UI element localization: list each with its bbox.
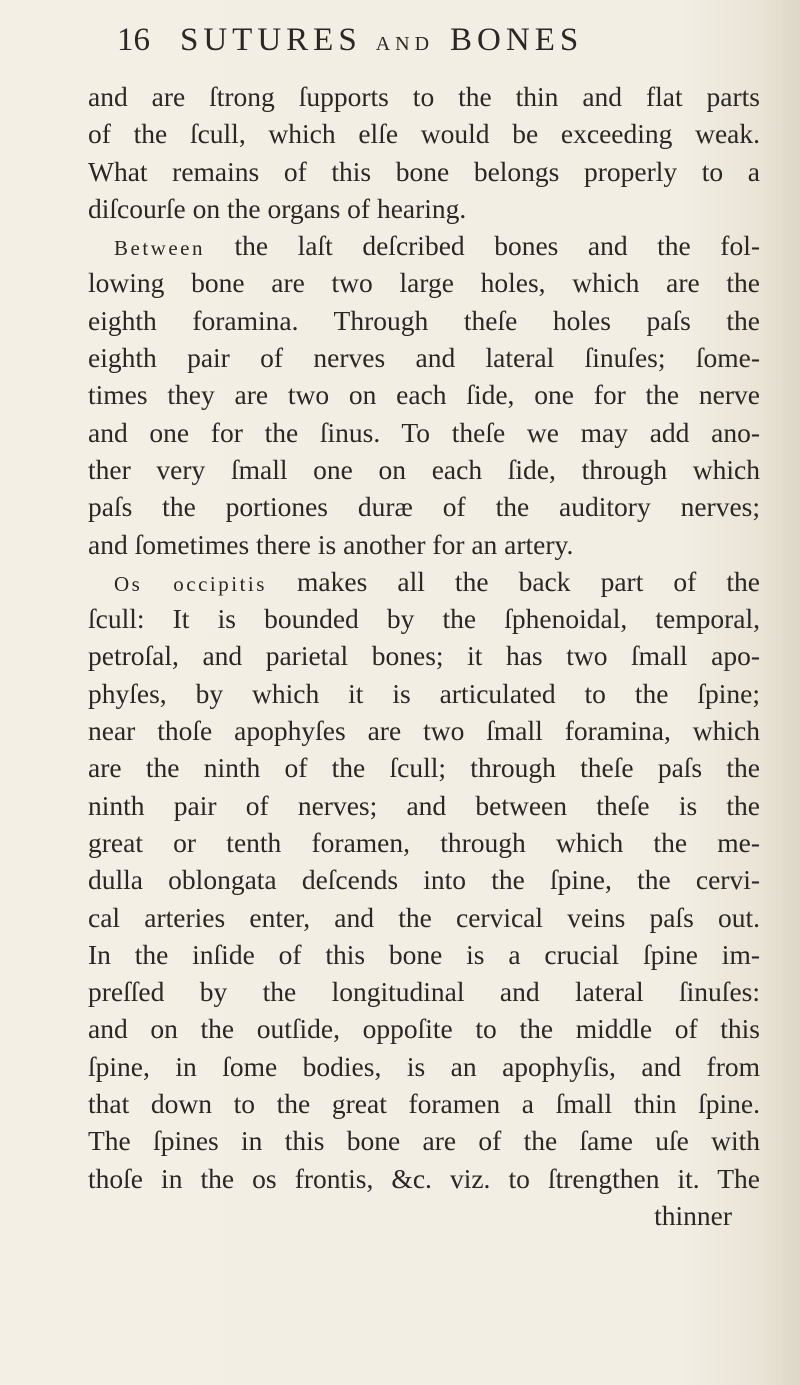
text-line: times they are two on each ſide, one for the nerve: [88, 379, 760, 411]
text-line: paſs the portiones duræ of the auditory nerves;: [88, 491, 760, 523]
text-line: cal arteries enter, and the cervical veins paſs out.: [88, 901, 760, 933]
paragraph-start-line: [88, 563, 760, 600]
text-line: and on the outſide, oppoſite to the middle of this: [88, 1013, 760, 1045]
text-line: phyſes, by which it is articulated to the ſpine;: [88, 677, 760, 709]
text-line: dulla oblongata deſcends into the ſpine, the cervi-: [88, 864, 760, 896]
small-caps-lead-word: Os occipitis: [114, 571, 267, 596]
text-line: ſcull: It is bounded by the ſphenoidal, temporal,: [88, 603, 760, 635]
text-line: that down to the great foramen a ſmall thin ſpine.: [88, 1088, 760, 1120]
text-line: of the ſcull, which elſe would be exceeding weak.: [88, 118, 760, 150]
running-title-sutures: SUTURES: [180, 22, 362, 58]
text-line: The ſpines in this bone are of the ſame uſe with: [88, 1125, 760, 1157]
running-title-bones: BONES: [450, 22, 584, 58]
text-line: eighth foramina. Through theſe holes paſs the: [88, 304, 760, 336]
text-line: are the ninth of the ſcull; through theſe paſs the: [88, 752, 760, 784]
text-line: preſſed by the longitudinal and lateral ſinuſes:: [88, 976, 760, 1008]
text-line: diſcourſe on the organs of hearing.: [88, 192, 467, 224]
text-line: petroſal, and parietal bones; it has two ſmall apo-: [88, 640, 760, 672]
text-line: and are ſtrong ſupports to the thin and flat parts: [88, 81, 760, 112]
running-title-and: AND: [375, 33, 435, 55]
text-line: lowing bone are two large holes, which are the: [88, 267, 760, 299]
text-line: great or tenth foramen, through which the me-: [88, 826, 760, 858]
page-number: 16: [117, 22, 150, 58]
text-line: eighth pair of nerves and lateral ſinuſes; ſome-: [88, 342, 760, 374]
text-line: and one for the ſinus. To theſe we may add ano-: [88, 416, 760, 448]
text-line: ther very ſmall one on each ſide, through which: [88, 453, 760, 485]
text-line: and ſometimes there is another for an artery.: [88, 528, 574, 560]
paragraph-start-line: [88, 227, 760, 264]
text-line: In the inſide of this bone is a crucial ſpine im-: [88, 938, 760, 970]
small-caps-lead-word: Between: [114, 236, 205, 261]
text-line: ſpine, in ſome bodies, is an apophyſis, and from: [88, 1050, 760, 1082]
text-line-fragment: the laſt deſcribed bones and the fol-: [234, 230, 760, 262]
text-line: near thoſe apophyſes are two ſmall foramina, which: [88, 715, 760, 747]
running-head: [117, 22, 697, 72]
catchword: thinner: [654, 1199, 732, 1231]
text-line-fragment: makes all the back part of the: [297, 565, 760, 597]
text-line: thoſe in the os frontis, &c. viz. to ſtrengthen it. The: [88, 1162, 760, 1194]
text-line: ninth pair of nerves; and between theſe is the: [88, 789, 760, 821]
body-text: [88, 78, 760, 1234]
text-line: What remains of this bone belongs properly to a: [88, 155, 760, 187]
